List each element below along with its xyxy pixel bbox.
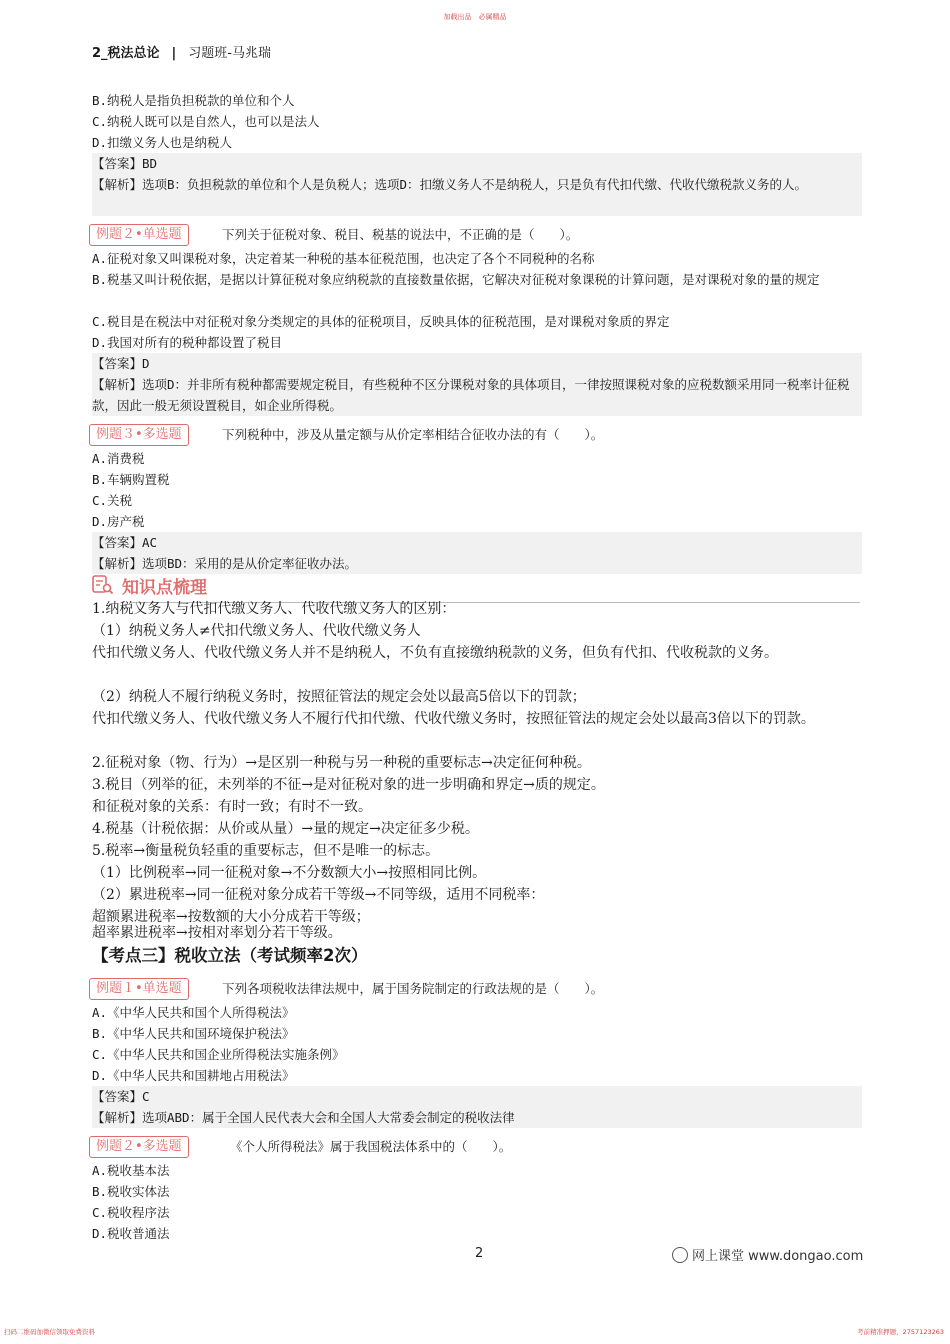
question-badge: 例题３•多选题 (89, 424, 189, 446)
top-note: 加载出品 必属精品 (443, 13, 507, 21)
option-b: B.《中华人民共和国环境保护税法》 (92, 1026, 295, 1041)
option-b: B.税基又叫计税依据，是据以计算征税对象应纳税款的直接数量依据，它解决对征税对象课税的计算问题，是对课税对象的量的规定 (92, 272, 820, 287)
question-badge: 例题２•单选题 (89, 224, 189, 246)
option-b: B.税收实体法 (92, 1184, 170, 1199)
brand-text: 网上课堂 www.dongao.com (692, 1249, 864, 1264)
header-separator: | (171, 46, 177, 61)
option-c: C.税目是在税法中对征税对象分类规定的具体的征税项目，反映具体的征税范围，是对课税对象质的界定 (92, 314, 670, 329)
page-header (92, 42, 271, 61)
knowledge-line: 5.税率→衡量税负轻重的重要标志，但不是唯一的标志。 (92, 843, 440, 859)
brand-logo-icon (672, 1247, 688, 1263)
analysis: 【解析】选项B：负担税款的单位和个人是负税人；选项D：扣缴义务人不是纳税人，只是负有代扣代缴、代收代缴税款义务的人。 (92, 174, 862, 216)
answer: 【答案】BD (92, 153, 862, 174)
knowledge-line: 超额累进税率→按数额的大小分成若干等级； (92, 909, 370, 925)
knowledge-line: （2）累进税率→同一征税对象分成若干等级→不同等级，适用不同税率： (92, 887, 545, 903)
question-badge: 例题２•多选题 (89, 1136, 189, 1158)
answer: 【答案】AC (92, 532, 862, 553)
analysis: 【解析】选项D：并非所有税种都需要规定税目，有些税种不区分课税对象的具体项目，一律按照课税对象的应税数额采用同一税率计征税款，因此一般无须设置税目，如企业所得税。 (92, 374, 862, 416)
option-c: C.《中华人民共和国企业所得税法实施条例》 (92, 1047, 345, 1062)
question-text: 下列关于征税对象、税目、税基的说法中，不正确的是（ ）。 (222, 227, 579, 242)
document-search-icon (92, 575, 114, 595)
option-d: D.房产税 (92, 514, 145, 529)
knowledge-line: （1）纳税义务人≠代扣代缴义务人、代收代缴义务人 (92, 623, 421, 639)
question-text: 下列税种中，涉及从量定额与从价定率相结合征收办法的有（ ）。 (222, 427, 604, 442)
option-d: D.扣缴义务人也是纳税人 (92, 135, 233, 150)
option-d: D.《中华人民共和国耕地占用税法》 (92, 1068, 295, 1083)
bottom-right-note: 考前精准押题，2757123263 (857, 1328, 944, 1336)
knowledge-line: 3.税目（列举的征，未列举的不征→是对征税对象的进一步明确和界定→质的规定。 (92, 777, 605, 793)
knowledge-line: （2）纳税人不履行纳税义务时，按照征管法的规定会处以最高5倍以下的罚款； (92, 689, 586, 705)
option-b: B.车辆购置税 (92, 472, 170, 487)
bottom-left-note: 扫码二维码加微信领取免费资料 (4, 1328, 95, 1336)
option-a: A.消费税 (92, 451, 145, 466)
section-title: 【考点三】税收立法（考试频率2次） (92, 946, 368, 965)
option-a: A.税收基本法 (92, 1163, 170, 1178)
analysis: 【解析】选项ABD：属于全国人民代表大会和全国人大常委会制定的税收法律 (92, 1107, 862, 1128)
knowledge-line: 超率累进税率→按相对率划分若干等级。 (92, 925, 342, 941)
option-b: B.纳税人是指负担税款的单位和个人 (92, 93, 295, 108)
knowledge-line: 1.纳税义务人与代扣代缴义务人、代收代缴义务人的区别： (92, 601, 456, 617)
option-c: C.关税 (92, 493, 133, 508)
option-c: C.纳税人既可以是自然人，也可以是法人 (92, 114, 320, 129)
answer: 【答案】D (92, 353, 862, 374)
knowledge-line: 代扣代缴义务人、代收代缴义务人并不是纳税人，不负有直接缴纳税款的义务，但负有代扣、代收税款的义务。 (92, 645, 778, 661)
knowledge-title: 知识点梳理 (122, 578, 207, 598)
question-badge: 例题１•单选题 (89, 978, 189, 1000)
answer: 【答案】C (92, 1086, 862, 1107)
header-subtitle: 习题班-马兆瑞 (188, 46, 271, 61)
question-text: 下列各项税收法律法规中，属于国务院制定的行政法规的是（ ）。 (222, 981, 604, 996)
knowledge-line: 4.税基（计税依据：从价或从量）→量的规定→决定征多少税。 (92, 821, 479, 837)
knowledge-line: （1）比例税率→同一征税对象→不分数额大小→按照相同比例。 (92, 865, 487, 881)
knowledge-line: 和征税对象的关系：有时一致；有时不一致。 (92, 799, 372, 815)
knowledge-line: 2.征税对象（物、行为）→是区别一种税与另一种税的重要标志→决定征何种税。 (92, 755, 591, 771)
knowledge-line: 代扣代缴义务人、代收代缴义务人不履行代扣代缴、代收代缴义务时，按照征管法的规定会处以最高3倍以下的罚款。 (92, 711, 815, 727)
chapter-title: 2_税法总论 (92, 46, 160, 61)
option-a: A.征税对象又叫课税对象，决定着某一种税的基本征税范围，也决定了各个不同税种的名称 (92, 251, 595, 266)
option-a: A.《中华人民共和国个人所得税法》 (92, 1005, 295, 1020)
option-c: C.税收程序法 (92, 1205, 170, 1220)
option-d: D.税收普通法 (92, 1226, 170, 1241)
footer-brand (672, 1245, 863, 1264)
analysis: 【解析】选项BD：采用的是从价定率征收办法。 (92, 553, 862, 574)
page-number: 2 (475, 1246, 484, 1261)
option-d: D.我国对所有的税种都设置了税目 (92, 335, 283, 350)
question-text: 《个人所得税法》属于我国税法体系中的（ ）。 (230, 1139, 512, 1154)
